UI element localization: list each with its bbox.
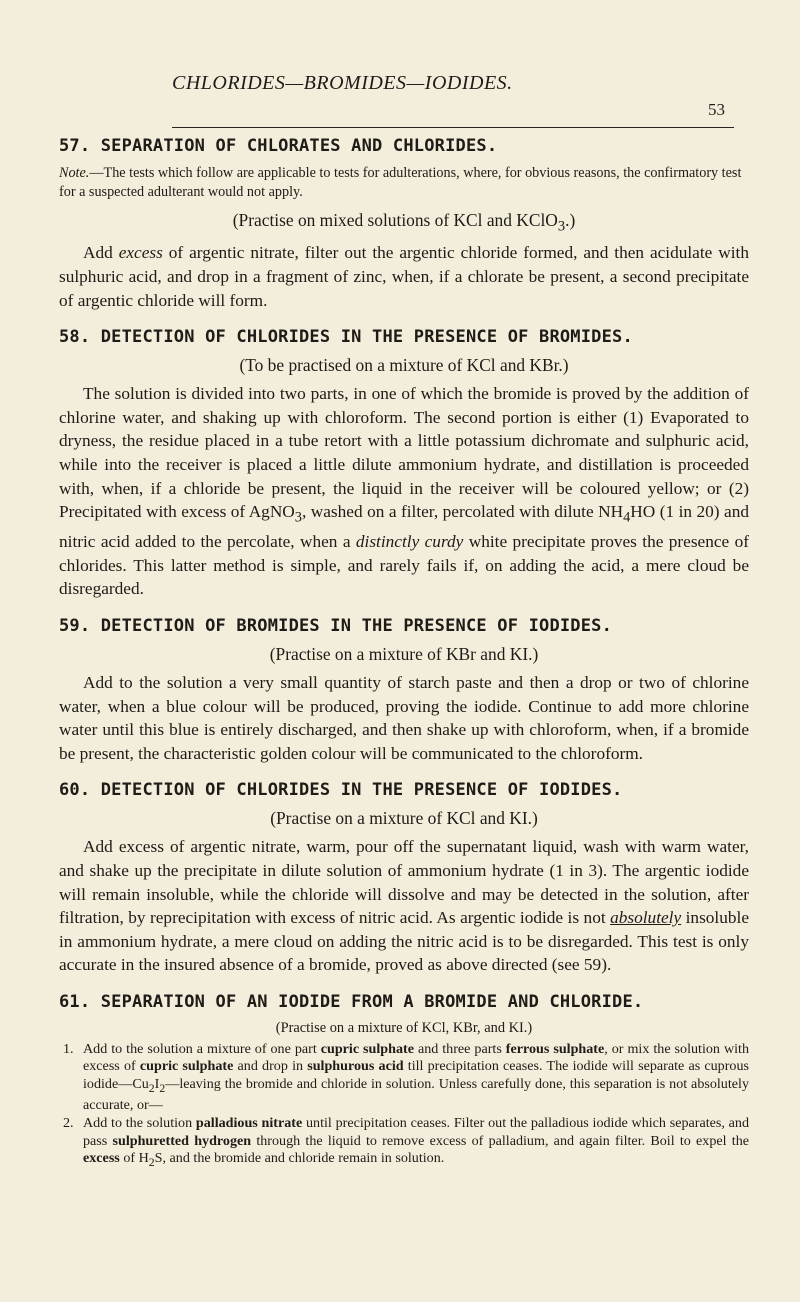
reagent: cupric sulphate	[320, 1040, 414, 1057]
section-61	[59, 992, 749, 1171]
section-59	[59, 616, 749, 765]
body-text: Add	[83, 243, 119, 263]
note	[59, 164, 749, 202]
body-text: white precipitate proves the presence of chlorides. This latter method is simple, and rarely fails if, on adding the acid, a mere cloud be disregarded.	[59, 532, 749, 599]
section-body	[59, 835, 749, 977]
page-content	[59, 136, 749, 1172]
running-title: CHLORIDES—BROMIDES—IODIDES.	[172, 72, 513, 94]
body-text: , washed on a filter, percolated with dilute NH	[301, 502, 624, 522]
body-text: Add excess of argentic nitrate, warm, pour off the supernatant liquid, wash with warm water, and shake up the precipitate in dilute solution of ammonium hydrate (1 in 3). The argentic iodide will remain insoluble, while the chloride will dissolve and may be detected in the solution, after filtration, by reprecipitation with excess of nitric acid. As argentic iodide is not	[59, 837, 749, 928]
reagent: sulphuretted hydrogen	[112, 1132, 252, 1149]
practise-line	[59, 210, 749, 235]
reagent: excess	[83, 1150, 120, 1167]
item-text: —leaving the bromide and chloride in solution. Unless carefully done, this separation is not absolutely accurate, or—	[83, 1075, 749, 1114]
body-text: The solution is divided into two parts, in one of which the bromide is proved by the addition of chlorine water, and shaking up with chloroform. The second portion is either (1) Evaporated to dryness, the residue placed in a tube retort with a little potassium dichromate and sulphuric acid, while into the receiver is placed a little dilute ammonium hydrate, and distillation is proceeded with, when, if a chloride be present, the liquid in the receiver will be coloured yellow; or (2) Precipitated with excess of AgNO	[59, 384, 749, 522]
body-text: insoluble in ammonium hydrate, a mere cloud on adding the nitric acid is to be disregarded. This test is only accurate in the insured absence of a bromide, proved as above directed (see 59).	[59, 908, 749, 975]
subscript: 2	[159, 1081, 166, 1095]
body-text: HO (1 in 20) and nitric acid added to the percolate, when a	[59, 502, 749, 552]
subscript: 4	[623, 509, 631, 526]
reagent: palladious nitrate	[195, 1115, 303, 1132]
section-58	[59, 327, 749, 601]
note-text: —The tests which follow are applicable to tests for adulterations, where, for obvious reasons, the confirmatory test for a suspected adulterant would not apply.	[59, 165, 742, 200]
section-heading: 61. SEPARATION OF AN IODIDE FROM A BROMIDE AND CHLORIDE.	[59, 991, 644, 1012]
practise-text: (Practise on mixed solutions of KCl and KClO	[232, 210, 558, 230]
emphasis: absolutely	[610, 908, 682, 928]
list-number: 1.	[63, 1040, 74, 1057]
item-text: and three parts	[413, 1040, 506, 1057]
section-60	[59, 780, 749, 977]
section-body: Add to the solution a very small quantity of starch paste and then a drop or two of chlorine water, when a blue colour will be produced, proving the iodide. Continue to add more chlorine water until this blue is entirely discharged, and then shake up with chloroform, when, if a bromide be present, the characteristic golden colour will be communicated to the chloroform.	[59, 673, 749, 763]
item-text: I	[154, 1075, 160, 1092]
item-text: till precipitation ceases. The iodide will separate as cuprous iodide—Cu	[83, 1058, 749, 1092]
section-heading: 60. DETECTION OF CHLORIDES IN THE PRESENCE OF IODIDES.	[59, 780, 623, 801]
practise-line: (Practise on a mixture of KBr and KI.)	[269, 644, 539, 665]
practise-line: (To be practised on a mixture of KCl and KBr.)	[239, 355, 569, 376]
section-body	[59, 382, 749, 601]
practise-line: (Practise on a mixture of KCl, KBr, and KI.)	[275, 1019, 533, 1036]
emphasis: distinctly curdy	[355, 532, 464, 552]
list-number: 2.	[63, 1115, 74, 1132]
item-text: until precipitation ceases. Filter out the palladious iodide which separates, and pass	[83, 1115, 749, 1149]
list-item	[59, 1041, 749, 1114]
section-heading: 57. SEPARATION OF CHLORATES AND CHLORIDES.	[59, 136, 498, 156]
subscript: 3	[557, 218, 566, 235]
item-text: Add to the solution a mixture of one part	[83, 1040, 321, 1057]
subscript: 3	[294, 509, 302, 526]
item-text: of H	[119, 1150, 149, 1167]
emphasis: excess	[118, 243, 163, 263]
practise-line: (Practise on a mixture of KCl and KI.)	[270, 808, 538, 829]
body-text: of argentic nitrate, filter out the argentic chloride formed, and then acidulate with sulphuric acid, and drop in a fragment of zinc, when, if a chlorate be present, a second precipitate of argentic chloride will form.	[59, 243, 749, 310]
reagent: sulphurous acid	[307, 1058, 404, 1075]
section-heading: 58. DETECTION OF CHLORIDES IN THE PRESENCE OF BROMIDES.	[59, 327, 633, 348]
item-text: through the liquid to remove excess of palladium, and again filter. Boil to expel the	[251, 1132, 749, 1149]
item-text: , or mix the solution with excess of	[83, 1040, 749, 1075]
section-57	[59, 136, 749, 312]
section-heading: 59. DETECTION OF BROMIDES IN THE PRESENCE OF IODIDES.	[59, 616, 613, 637]
list-item	[59, 1115, 749, 1171]
item-text: Add to the solution	[83, 1115, 196, 1132]
note-label: Note.	[59, 165, 90, 181]
method-list	[59, 1041, 749, 1171]
subscript: 2	[148, 1081, 155, 1095]
section-body	[59, 241, 749, 312]
practise-text-end: .)	[565, 210, 576, 230]
reagent: ferrous sulphate	[505, 1040, 605, 1057]
page-number: 53	[708, 100, 725, 119]
header-rule	[172, 127, 734, 128]
subscript: 2	[148, 1156, 155, 1170]
reagent: cupric sulphate	[139, 1058, 234, 1075]
item-text: S, and the bromide and chloride remain in solution.	[154, 1150, 445, 1167]
item-text: and drop in	[233, 1058, 308, 1075]
